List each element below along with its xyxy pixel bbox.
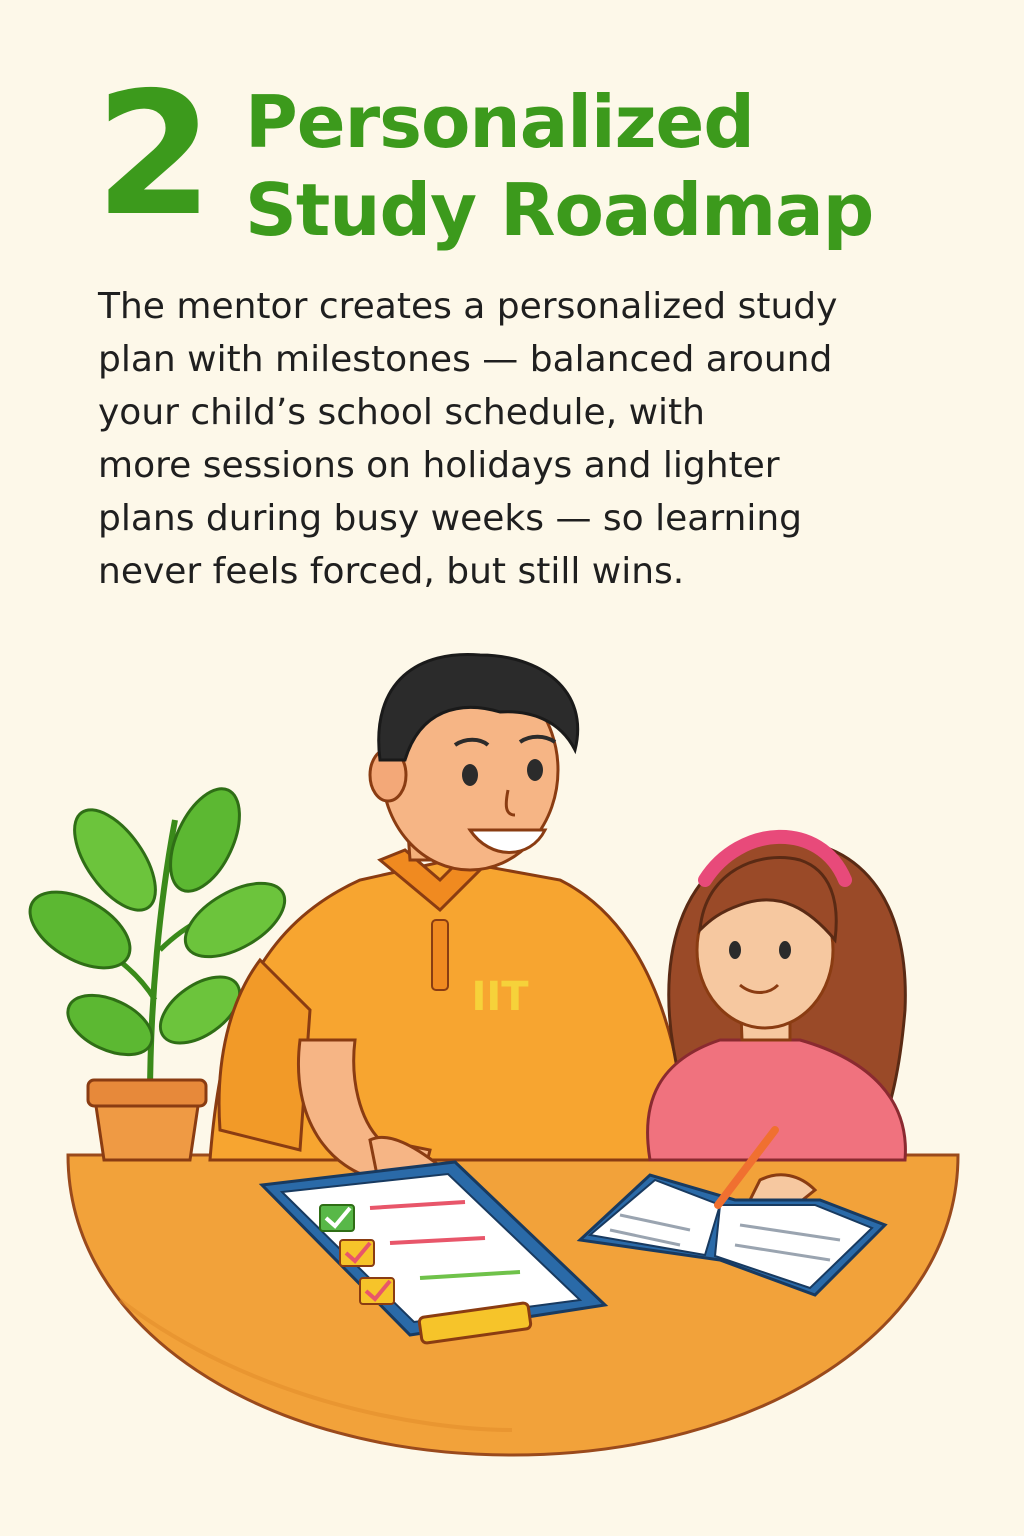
shirt-logo: IIT bbox=[471, 974, 529, 1020]
mentor-student-illustration bbox=[0, 620, 1024, 1536]
description-line-4: more sessions on holidays and lighter bbox=[98, 445, 780, 486]
description-line-1: The mentor creates a personalized study bbox=[98, 286, 838, 327]
description-paragraph bbox=[98, 280, 938, 598]
title-line-1: Personalized bbox=[245, 80, 754, 164]
step-number: 2 bbox=[95, 56, 214, 254]
student-figure bbox=[648, 837, 906, 1210]
page-title bbox=[245, 78, 873, 254]
description-line-2: plan with milestones — balanced around bbox=[98, 339, 833, 380]
description-line-3: your child’s school schedule, with bbox=[98, 392, 705, 433]
description-line-5: plans during busy weeks — so learning bbox=[98, 498, 803, 539]
title-line-2: Study Roadmap bbox=[245, 168, 874, 252]
description-line-6: never feels forced, but still wins. bbox=[98, 551, 685, 592]
mentor-figure bbox=[210, 654, 690, 1200]
header bbox=[95, 56, 975, 254]
